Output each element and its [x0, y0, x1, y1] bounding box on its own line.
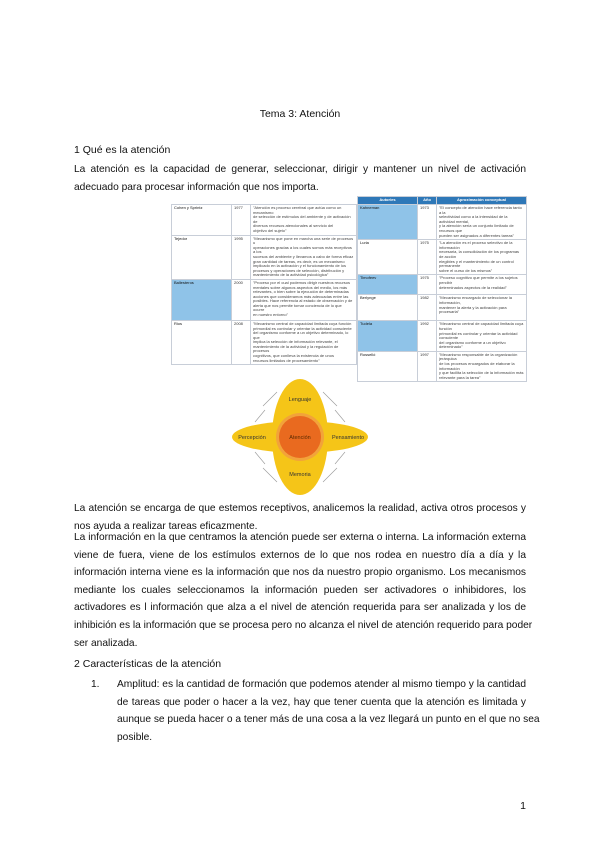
description-line: "Proceso cognitivo que permite a los sujetos percibir — [439, 275, 518, 285]
table-row — [358, 321, 527, 352]
description-cell — [437, 275, 527, 295]
description-line: necesaria, la consolidación de los programas de acción — [439, 249, 520, 259]
author-cell: Tejedor — [172, 235, 232, 279]
text-line: ser analizada. — [74, 637, 138, 649]
description-line: alerta que nos permite tomar conciencia de lo que ocurre — [253, 302, 342, 313]
table-row — [358, 240, 527, 275]
table-header-row — [358, 197, 527, 205]
text-line: La atención se encarga de que estemos receptivos, analicemos la realidad, activa otros procesos y — [74, 503, 526, 514]
description-cell — [437, 295, 527, 321]
description-line: mantenimiento de la actividad psicológica" — [253, 272, 329, 278]
table-row — [358, 205, 527, 240]
section-heading-1: 1 Qué es la atención — [74, 144, 171, 156]
text-line: de tareas que poder o hacer a la vez, hay que tener cuenta que la atención es limitada y — [117, 696, 526, 708]
description-line: sobre el curso de los mismos" — [439, 267, 493, 273]
description-line: sucesos del ambiente y llevamos a cabo de forma eficaz — [253, 253, 354, 259]
description-line: "Mecanismo encargado de seleccionar la información, — [439, 295, 513, 305]
author-cell: Kahneman — [358, 205, 418, 240]
description-cell — [437, 321, 527, 352]
description-line: "La atención es el proceso selectivo de la información — [439, 240, 513, 250]
text-line: Amplitud: es la cantidad de formación que podemos atender al mismo tiempo y la cantidad — [117, 679, 526, 690]
description-line: mantenimiento de la actividad y la regulación de procesos — [253, 343, 339, 354]
text-line: nos ayuda a realizar tareas eficazmente. — [74, 520, 258, 532]
table-row — [358, 275, 527, 295]
list-number: 1. — [91, 679, 100, 690]
text-line: La atención es la capacidad de generar, seleccionar, dirigir y mantener un nivel de activación — [74, 164, 526, 175]
description-line: "Mecanismo central de capacidad limitada cuya función — [253, 320, 352, 326]
table-row — [358, 295, 527, 321]
year-cell: 1975 — [418, 275, 437, 295]
description-cell — [437, 240, 527, 275]
column-header-description: Aproximación conceptual — [437, 197, 527, 205]
description-line: objetivo del sujeto" — [253, 227, 287, 233]
description-line: relevante para la tarea" — [439, 374, 481, 380]
page-number: 1 — [520, 800, 526, 812]
description-line: de los procesos encargados de elaborar la información — [439, 361, 515, 371]
description-line: gran cantidad de tareas, es decir, es un mecanismo — [253, 258, 345, 264]
year-cell: 1975 — [418, 240, 437, 275]
text-line: mediante los cuales seleccionamos la información pueden ser activadores o inhibidores, los — [74, 584, 526, 596]
label-center: Atención — [289, 435, 311, 441]
description-line: del organismo conforme a un objetivo determinado, lo que — [253, 330, 349, 340]
definition-paragraph — [74, 161, 526, 196]
description-line: de selección de estímulos del ambiente y de activación de — [253, 214, 351, 224]
table-row — [172, 235, 357, 279]
description-line: primordial es controlar y orientar la actividad consciente — [439, 330, 518, 341]
year-cell: 2008 — [232, 320, 251, 364]
description-line: "Atención es proceso cerebral que actúa como un mecanismo — [253, 205, 342, 215]
section-heading-2: 2 Características de la atención — [74, 658, 222, 670]
table-row — [172, 205, 357, 236]
description-line: diversos recursos atencionales al servicio del — [253, 223, 334, 229]
table-row — [172, 320, 357, 364]
description-line: primordial es controlar y orientar la actividad consciente — [253, 325, 352, 331]
text-line: La información en la que centramos la atención puede ser externa o interna. La información externa — [74, 532, 526, 543]
label-left: Percepción — [238, 435, 266, 441]
list-item-text — [117, 676, 540, 746]
description-cell — [437, 205, 527, 240]
description-line: y que facilita la selección de la información más — [439, 370, 524, 376]
description-line: y la atención sería un conjunto limitado de recursos que — [439, 223, 514, 233]
year-cell: 1973 — [418, 205, 437, 240]
description-cell — [251, 205, 357, 236]
description-line: implicado en la activación y el funcionamiento de los — [253, 263, 346, 269]
description-line: pueden ser asignados a diferentes tareas" — [439, 232, 515, 238]
author-cell: Ballesteros — [172, 279, 232, 320]
label-right: Pensamiento — [331, 435, 365, 441]
year-cell: 1992 — [418, 321, 437, 352]
description-line: cognitivos, que conlleva la existencia de unos — [253, 353, 334, 359]
description-line: mentales sobre algunos aspectos del medio, los más — [253, 284, 348, 290]
description-line: "Mecanismo que pone en marcha una serie de procesos u — [253, 235, 354, 246]
author-cell: Rosselló — [358, 351, 418, 382]
column-header-author: Autor/es — [358, 197, 418, 205]
description-cell — [251, 320, 357, 364]
body-paragraph-2 — [74, 529, 533, 652]
table-row — [358, 351, 527, 382]
description-cell — [251, 235, 357, 279]
description-line: elegibles y el mantenimiento de un control permanente — [439, 258, 514, 269]
description-line: selectividad como a la intensidad de la actividad mental, — [439, 214, 508, 224]
column-header-year: Año — [418, 197, 437, 205]
description-line: operaciones gracias a los cuales somos más receptivos a los — [253, 244, 352, 255]
text-line: posible. — [117, 731, 153, 743]
text-line: adecuado para procesar información que nos importa. — [74, 181, 319, 193]
label-bottom: Memoria — [289, 472, 311, 478]
description-cell — [437, 351, 527, 382]
table-row — [172, 279, 357, 320]
author-cell: Berlynge — [358, 295, 418, 321]
label-top: Lenguaje — [288, 397, 312, 403]
description-line: mantener la alerta y la activación para procesarla" — [439, 304, 507, 315]
year-cell: 1977 — [232, 205, 251, 236]
description-line: "El concepto de atención hace referencia tanto a la — [439, 205, 522, 215]
year-cell: 1997 — [418, 351, 437, 382]
definitions-table-left — [171, 204, 357, 365]
text-line: aunque se pueda hacer o a tener más de una cosa a la vez llegará un punto en el que no sea — [117, 714, 540, 726]
author-cell: Luria — [358, 240, 418, 275]
description-line: del organismo conforme a un objetivo determinado" — [439, 339, 506, 350]
description-line: "Proceso por el cual podemos dirigir nuestros recursos — [253, 279, 351, 285]
description-line: implica la selección de información relevante, el — [253, 339, 338, 345]
text-line: activadores es l información que alza a el nivel de atención requerida para ser analizada y los de — [74, 602, 526, 614]
year-cell: 1982 — [418, 295, 437, 321]
description-cell — [251, 279, 357, 320]
text-line: información interna viene es la información que nos da nuestro propio organismo. Los mecanismos — [74, 567, 526, 579]
page-title: Tema 3: Atención — [259, 108, 341, 120]
attention-diagram — [225, 378, 375, 496]
year-cell: 1995 — [232, 235, 251, 279]
definitions-table-right — [357, 196, 527, 382]
description-line: relevantes, o bien sobre la ejecución de determinadas — [253, 289, 349, 295]
author-cell: Tudela — [358, 321, 418, 352]
description-line: "Mecanismo central de capacidad limitada cuya función — [439, 321, 524, 331]
author-cell: Timofeev — [358, 275, 418, 295]
text-line: viene de fuera, viene de los estímulos externos de lo que nos rodea en nuestro día a día y la — [74, 549, 526, 561]
year-cell: 2000 — [232, 279, 251, 320]
description-line: determinados aspectos de la realidad" — [439, 284, 507, 290]
description-line: posibles. Hace referencia al estado de observación y de — [253, 298, 353, 304]
text-line: inhibición es la información que se procesa pero no alcanza el nivel de atención requerido para poder — [74, 619, 533, 631]
author-cell: Cohen y Sprintz — [172, 205, 232, 236]
description-line: acciones que consideramos más adecuadas entre las — [253, 293, 349, 299]
description-line: recursos limitados de procesamiento" — [253, 357, 320, 363]
description-line: procesos y operaciones de selección, distribución y — [253, 267, 345, 273]
author-cell: Rios — [172, 320, 232, 364]
description-line: "Mecanismo responsable de la organización jerárquica — [439, 351, 518, 362]
description-line: en nuestro entorno" — [253, 312, 288, 318]
